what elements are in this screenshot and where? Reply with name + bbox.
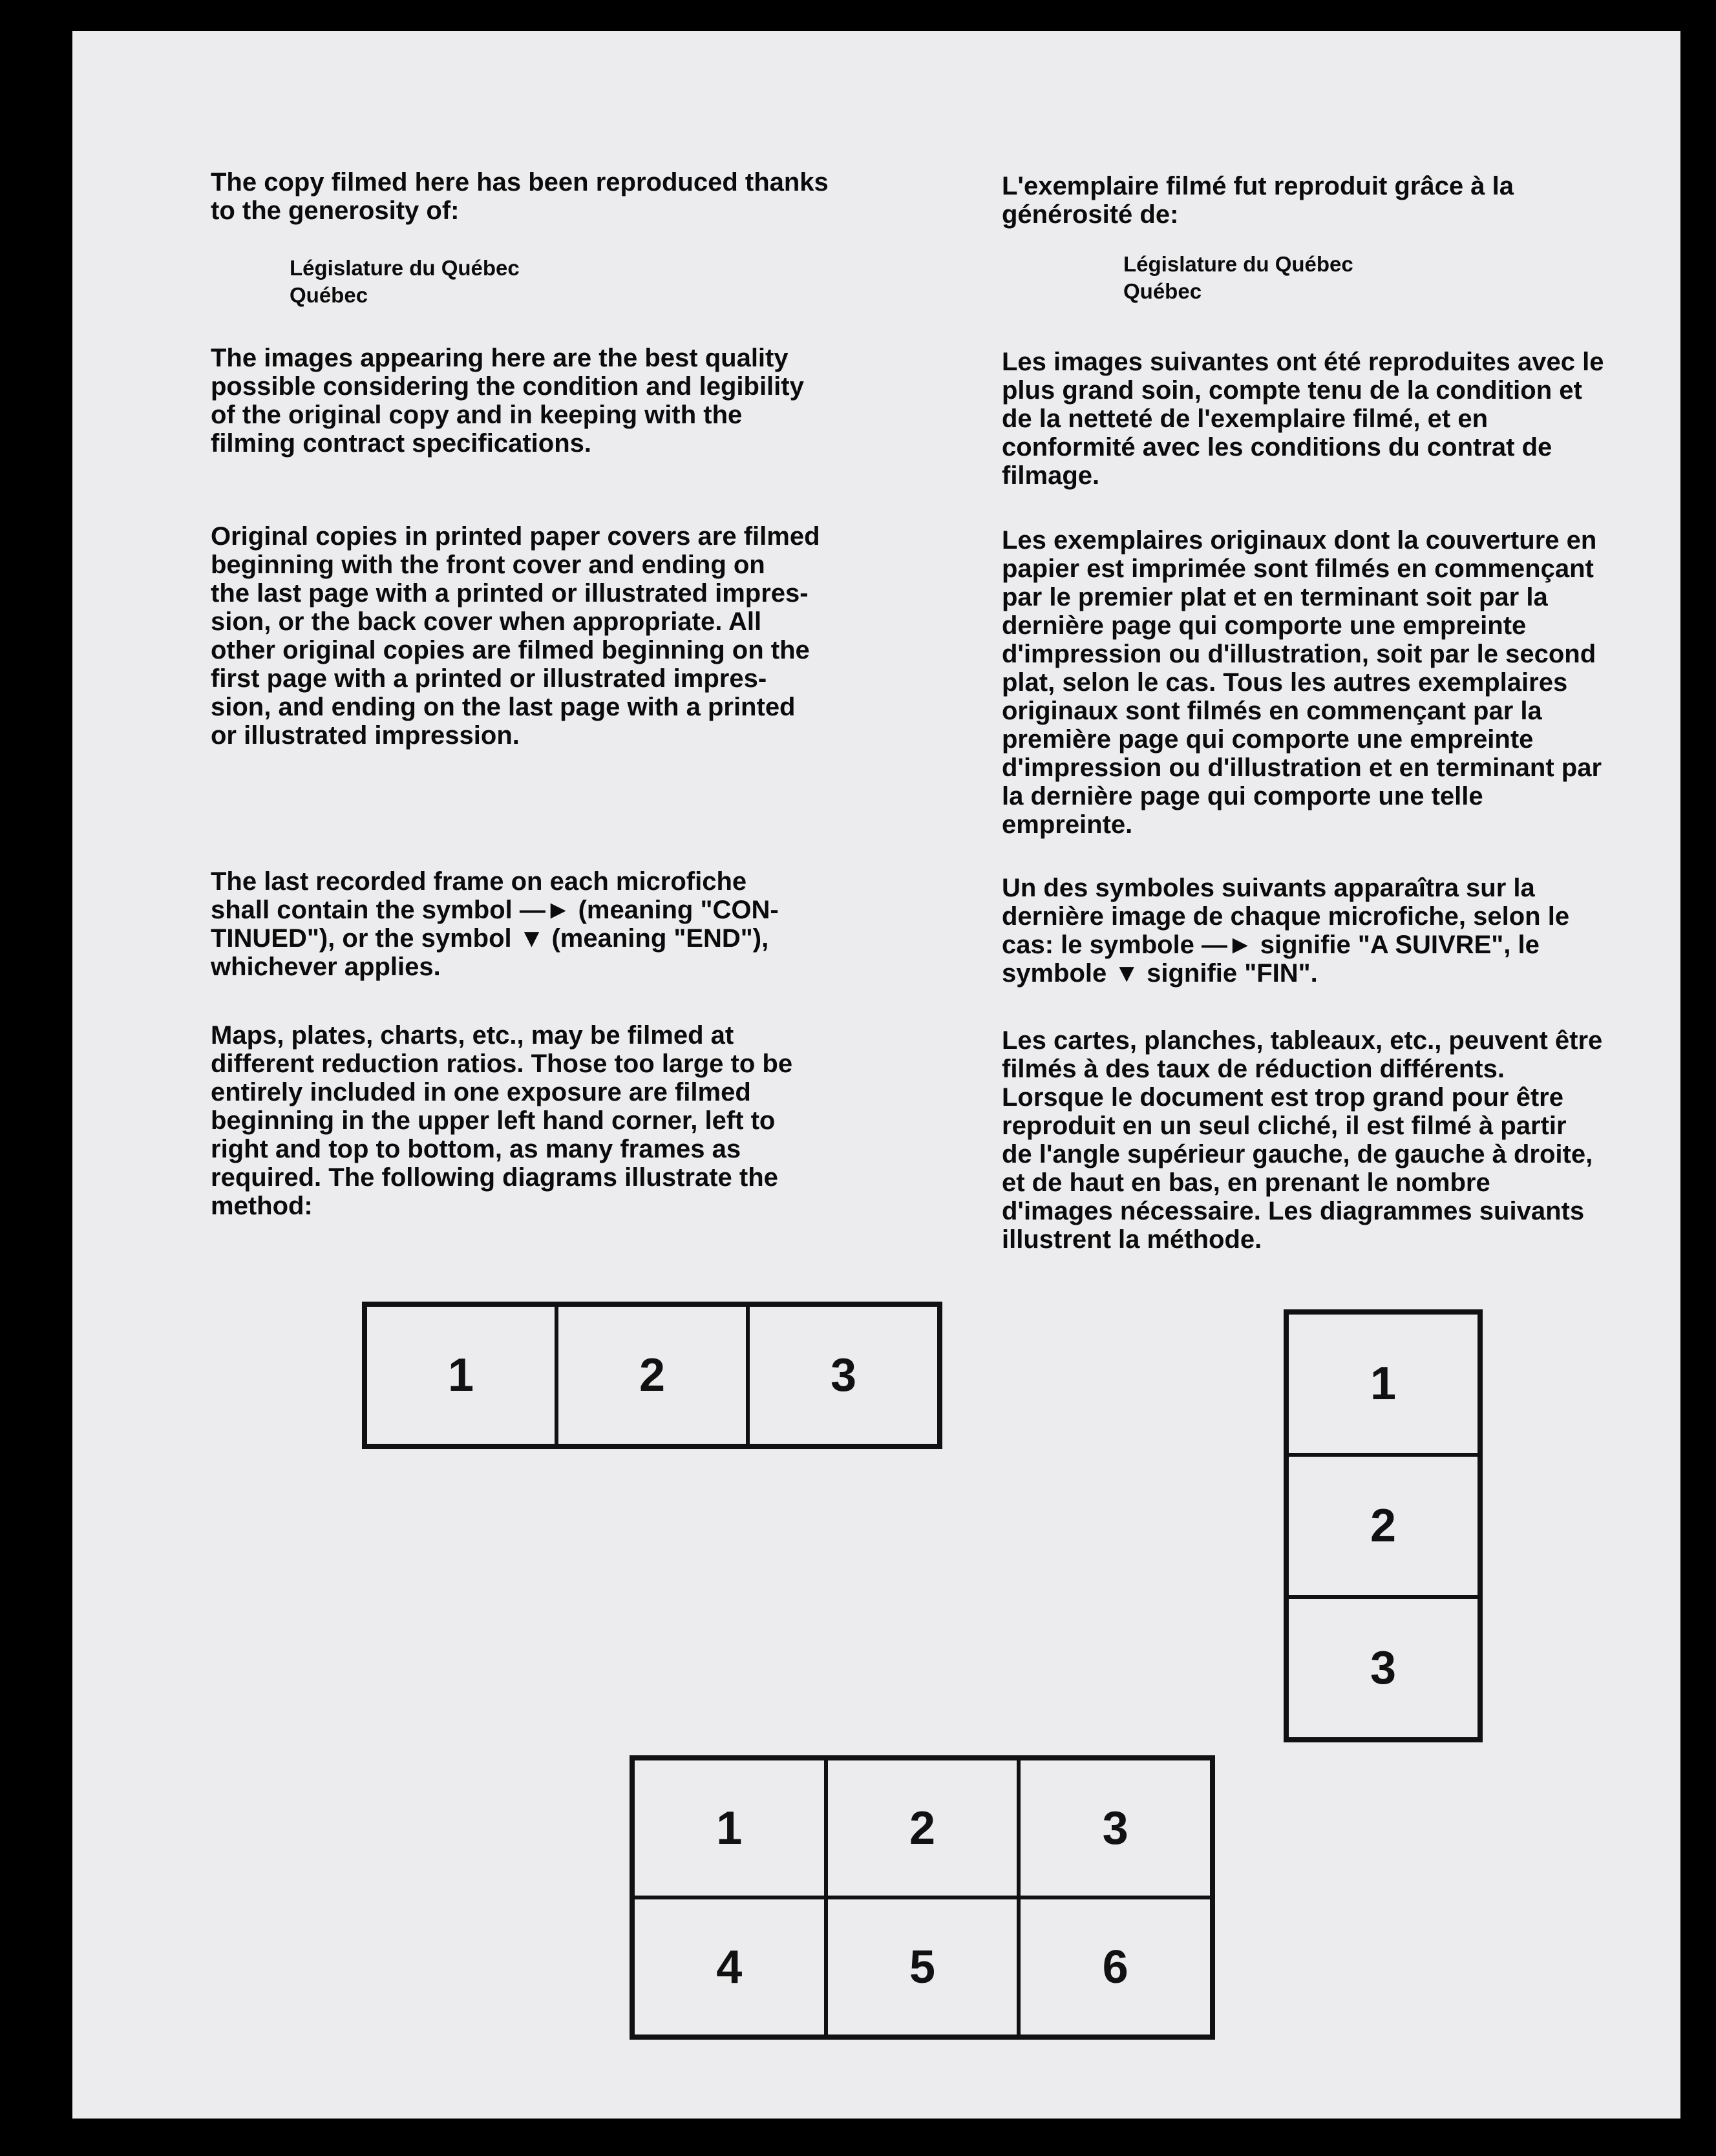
diagram-grid xyxy=(630,1755,1215,2040)
french-originals xyxy=(1002,526,1713,839)
english-intro-text: The copy filmed here has been reproduced thanks to the generosity of: xyxy=(211,168,829,225)
french-maps xyxy=(1002,1026,1713,1254)
french-symbols xyxy=(1002,874,1713,988)
english-intro xyxy=(211,168,935,225)
frame-cell: 3 xyxy=(748,1305,939,1446)
frame-cell: 3 xyxy=(1287,1597,1479,1739)
frame-cell: 1 xyxy=(1287,1313,1479,1455)
frame-cell: 3 xyxy=(1019,1759,1212,1897)
french-maps-text: Les cartes, planches, tableaux, etc., peuvent être filmés à des taux de réduction différents. Lorsque le document est trop grand pour être reproduit en un seul cliché, il est filmé à partir de l'angle supérieur gauche, de gauche à droite, et de haut en bas, en prenant le nombre d'images nécessaire. Les diagrammes suivants illustrent la méthode. xyxy=(1002,1026,1603,1254)
french-symbols-text: Un des symboles suivants apparaîtra sur la dernière image de chaque microfiche, selon le cas: le symbole —► signifie "A SUIVRE", le symbole ▼ signifie "FIN". xyxy=(1002,874,1570,988)
english-symbols-text: The last recorded frame on each microfiche shall contain the symbol —► (meaning "CON- TINUED"), or the symbol ▼ (meaning "END"), whichever applies. xyxy=(211,867,779,981)
frame-cell: 1 xyxy=(633,1759,826,1897)
french-intro xyxy=(1002,172,1713,229)
english-maps xyxy=(211,1021,935,1220)
english-quality-text: The images appearing here are the best quality possible considering the condition and legibility of the original copy and in keeping with the filming contract specifications. xyxy=(211,344,804,458)
french-credit: Législature du Québec Québec xyxy=(1123,252,1353,303)
english-originals-text: Original copies in printed paper covers are filmed beginning with the front cover and ending on the last page with a printed or illustrated impres- sion, or the back cover when appropriate. All other original copies are filmed beginning on the first page with a printed or illustrated impres- sion, and ending on the last page with a printed or illustrated impression. xyxy=(211,522,820,750)
english-credit: Législature du Québec Québec xyxy=(290,256,520,307)
french-quality-text: Les images suivantes ont été reproduites avec le plus grand soin, compte tenu de la condition et de la netteté de l'exemplaire filmé, et en conformité avec les conditions du contrat de filmage. xyxy=(1002,348,1604,490)
frame-cell: 2 xyxy=(556,1305,748,1446)
english-quality xyxy=(211,344,935,458)
frame-cell: 4 xyxy=(633,1897,826,2036)
french-originals-text: Les exemplaires originaux dont la couverture en papier est imprimée sont filmés en commençant par le premier plat et en terminant soit par la dernière page qui comporte une empreinte d'impression ou d'illustration, soit par le second plat, selon le cas. Tous les autres exemplaires originaux sont filmés en commençant par la première page qui comporte une empreinte d'impression ou d'illustration et en terminant par la dernière page qui comporte une telle empreinte. xyxy=(1002,526,1602,839)
frame-cell: 5 xyxy=(826,1897,1019,2036)
english-originals xyxy=(211,522,935,750)
diagram-vertical xyxy=(1284,1309,1483,1742)
frame-cell: 2 xyxy=(1287,1455,1479,1597)
frame-cell: 1 xyxy=(365,1305,556,1446)
frame-cell: 2 xyxy=(826,1759,1019,1897)
english-symbols xyxy=(211,867,935,981)
frame-cell: 6 xyxy=(1019,1897,1212,2036)
english-maps-text: Maps, plates, charts, etc., may be filmed at different reduction ratios. Those too large to be entirely included in one exposure are filmed beginning in the upper left hand corner, left to right and top to bottom, as many frames as required. The following diagrams illustrate the method: xyxy=(211,1021,793,1220)
diagram-horizontal xyxy=(362,1302,942,1449)
french-intro-text: L'exemplaire filmé fut reproduit grâce à la générosité de: xyxy=(1002,172,1514,229)
french-quality xyxy=(1002,348,1713,490)
filmed-page xyxy=(72,31,1680,2119)
